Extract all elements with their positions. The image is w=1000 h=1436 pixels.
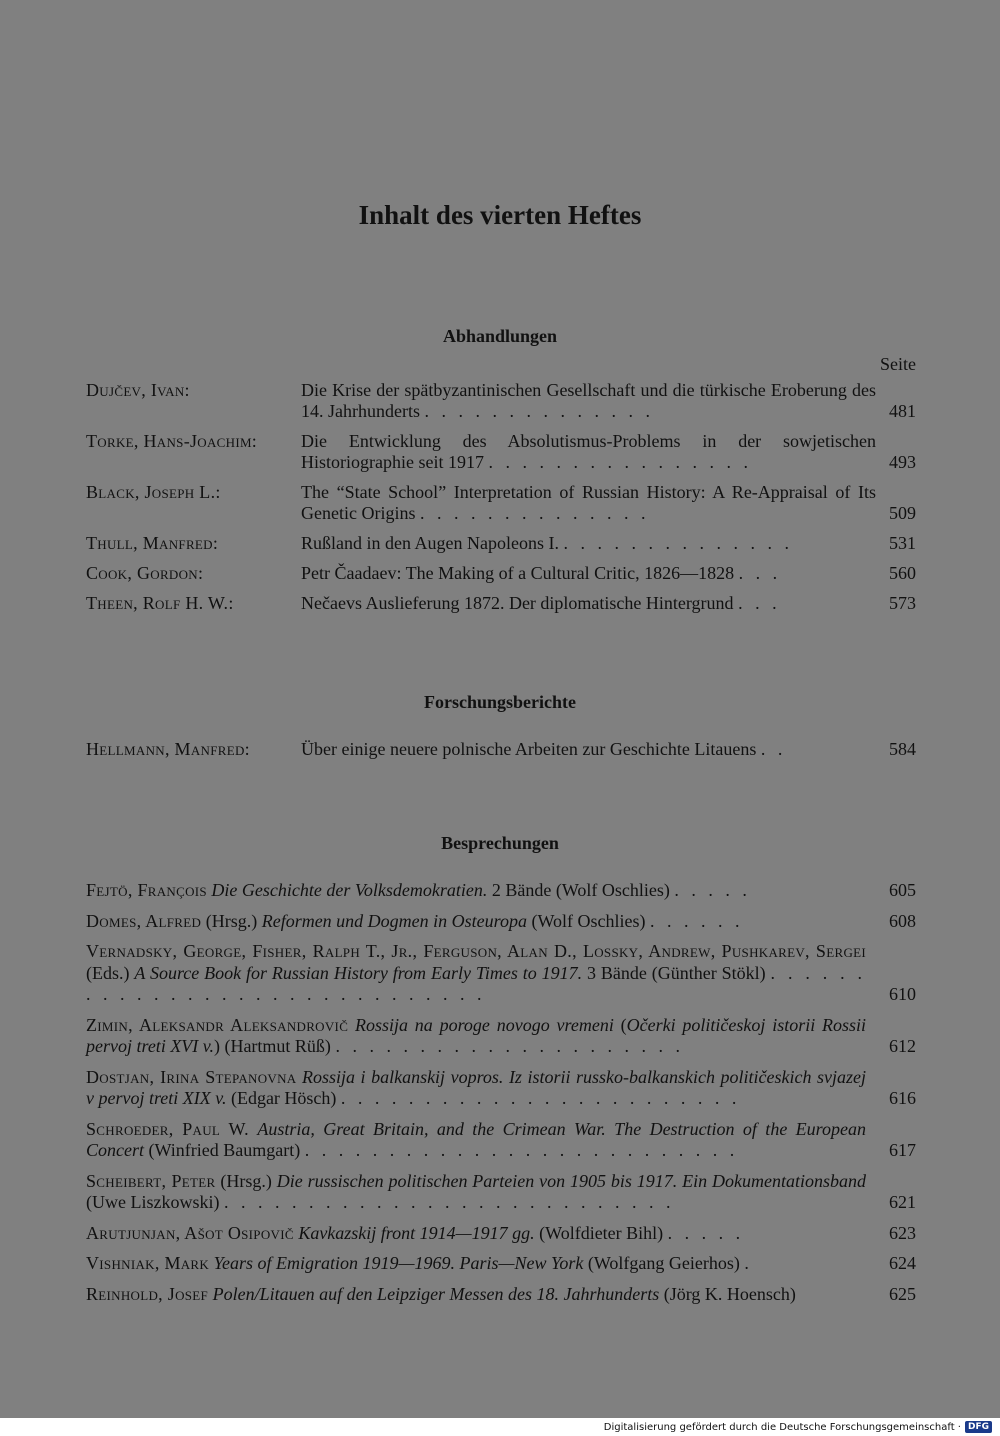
- entry-page: 605: [889, 880, 916, 900]
- review-entry[interactable]: [86, 1284, 916, 1306]
- entry-page: 612: [889, 1036, 916, 1056]
- entry-title: Die Entwicklung des Absolutismus-Problems in der sowjetischen Historiographie seit 1917 . . . . . . . . . . . . . . . .: [301, 431, 876, 472]
- entry-author: Cook, Gordon:: [86, 563, 204, 583]
- entry-author: Torke, Hans-Joachim:: [86, 431, 258, 451]
- review-text: Domes, Alfred (Hrsg.) Reformen und Dogmen in Osteuropa (Wolf Oschlies) . . . . . .: [86, 910, 744, 931]
- entry-title: The “State School” Interpretation of Russian History: A Re-Appraisal of Its Genetic Origins . . . . . . . . . . . . . .: [301, 482, 876, 523]
- review-entry[interactable]: [86, 1015, 916, 1058]
- toc-entry[interactable]: [86, 593, 916, 614]
- abhandlungen-list: [86, 380, 916, 614]
- review-text: Arutjunjan, Ašot Osipovič Kavkazskij front 1914—1917 gg. (Wolfdieter Bihl) . . . . .: [86, 1222, 745, 1243]
- entry-page: 509: [889, 503, 916, 523]
- review-entry[interactable]: [86, 1223, 916, 1245]
- entry-title: Petr Čaadaev: The Making of a Cultural Critic, 1826—1828 . . .: [301, 563, 782, 583]
- entry-author: Theen, Rolf H. W.:: [86, 593, 234, 613]
- review-text: Dostjan, Irina Stepanovna Rossija i balkanskij vopros. Iz istorii russko-balkanskich političeskich svjazej v pervoj treti XIX v. (Edgar Hösch) . . . . . . . . . . . . . . . . . . . . . . . .: [86, 1066, 866, 1108]
- entry-author: Hellmann, Manfred:: [86, 739, 250, 759]
- review-text: Reinhold, Josef Polen/Litauen auf den Leipziger Messen des 18. Jahrhunderts (Jörg K. Hoensch): [86, 1283, 796, 1304]
- page-title: Inhalt des vierten Heftes: [358, 200, 642, 230]
- toc-entry[interactable]: [86, 563, 916, 584]
- entry-page: 493: [889, 452, 916, 472]
- entry-page: 560: [889, 563, 916, 583]
- toc-entry[interactable]: [86, 533, 916, 554]
- review-entry[interactable]: [86, 941, 916, 1006]
- review-text: Fejtö, François Die Geschichte der Volksdemokratien. 2 Bände (Wolf Oschlies) . . . . .: [86, 880, 751, 900]
- section-heading-forschungsberichte: Forschungsberichte: [424, 692, 576, 712]
- entry-title: Nečaevs Auslieferung 1872. Der diplomatische Hintergrund . . .: [301, 593, 781, 613]
- forschungsberichte-list: [86, 739, 916, 760]
- toc-entry[interactable]: [86, 739, 916, 760]
- footer-text: Digitalisierung gefördert durch die Deutsche Forschungsgemeinschaft ·: [603, 1421, 961, 1433]
- entry-title: Rußland in den Augen Napoleons I. . . . . . . . . . . . . . .: [301, 533, 793, 553]
- review-entry[interactable]: [86, 1253, 916, 1275]
- entry-page: 610: [889, 984, 916, 1004]
- review-entry[interactable]: [86, 1119, 916, 1162]
- review-text: Zimin, Aleksandr Aleksandrovič Rossija na poroge novogo vremeni (Očerki političeskoj istorii Rossii pervoj treti XVI v.) (Hartmut Rüß) . . . . . . . . . . . . . . . . . . . . .: [86, 1014, 867, 1056]
- digitization-footer: [0, 1418, 1000, 1436]
- toc-entry[interactable]: [86, 380, 916, 422]
- review-entry[interactable]: [86, 1171, 916, 1214]
- entry-page: 531: [889, 533, 916, 553]
- entry-page: 616: [889, 1088, 916, 1108]
- entry-page: 621: [889, 1192, 916, 1212]
- entry-page: 617: [889, 1140, 916, 1160]
- besprechungen-list: [86, 880, 916, 1305]
- review-text: Vishniak, Mark Years of Emigration 1919—1969. Paris—New York (Wolfgang Geierhos) .: [86, 1253, 753, 1273]
- entry-page: 584: [889, 739, 916, 759]
- section-heading-besprechungen: Besprechungen: [441, 833, 559, 853]
- entry-author: Black, Joseph L.:: [86, 482, 221, 502]
- toc-entry[interactable]: [86, 431, 916, 473]
- section-heading-abhandlungen: Abhandlungen: [442, 326, 558, 346]
- review-text: Scheibert, Peter (Hrsg.) Die russischen politischen Parteien von 1905 bis 1917. Ein Dokumentationsband (Uwe Liszkowski) . . . . . . . . . . . . . . . . . . . . . . . . . . .: [86, 1170, 867, 1212]
- entry-title: Über einige neuere polnische Arbeiten zur Geschichte Litauens . .: [301, 739, 787, 759]
- entry-page: 624: [889, 1253, 916, 1273]
- entry-title: Die Krise der spätbyzantinischen Gesellschaft und die türkische Eroberung des 14. Jahrhunderts . . . . . . . . . . . . . .: [301, 380, 876, 421]
- entry-page: 573: [889, 593, 916, 613]
- entry-author: Thull, Manfred:: [86, 533, 219, 553]
- review-entry[interactable]: [86, 880, 916, 902]
- entry-page: 481: [889, 401, 916, 421]
- review-text: Vernadsky, George, Fisher, Ralph T., Jr., Ferguson, Alan D., Lossky, Andrew, Pushkarev, Sergei (Eds.) A Source Book for Russian History from Early Times to 1917. 3 Bände (Günther Stökl) . . . . . . . . . . . . . . . . . . . . . . . . . . . . . .: [86, 941, 866, 1004]
- entry-page: 608: [889, 910, 916, 931]
- entry-page: 625: [889, 1283, 916, 1304]
- page-column-label: Seite: [880, 354, 916, 374]
- entry-page: 623: [889, 1222, 916, 1243]
- review-entry[interactable]: [86, 1067, 916, 1110]
- dfg-logo: DFG: [965, 1421, 992, 1433]
- review-entry[interactable]: [86, 911, 916, 933]
- toc-entry[interactable]: [86, 482, 916, 524]
- review-text: Schroeder, Paul W. Austria, Great Britain, and the Crimean War. The Destruction of the European Concert (Winfried Baumgart) . . . . . . . . . . . . . . . . . . . . . . . . . .: [86, 1118, 867, 1160]
- entry-author: Dujčev, Ivan:: [86, 380, 190, 400]
